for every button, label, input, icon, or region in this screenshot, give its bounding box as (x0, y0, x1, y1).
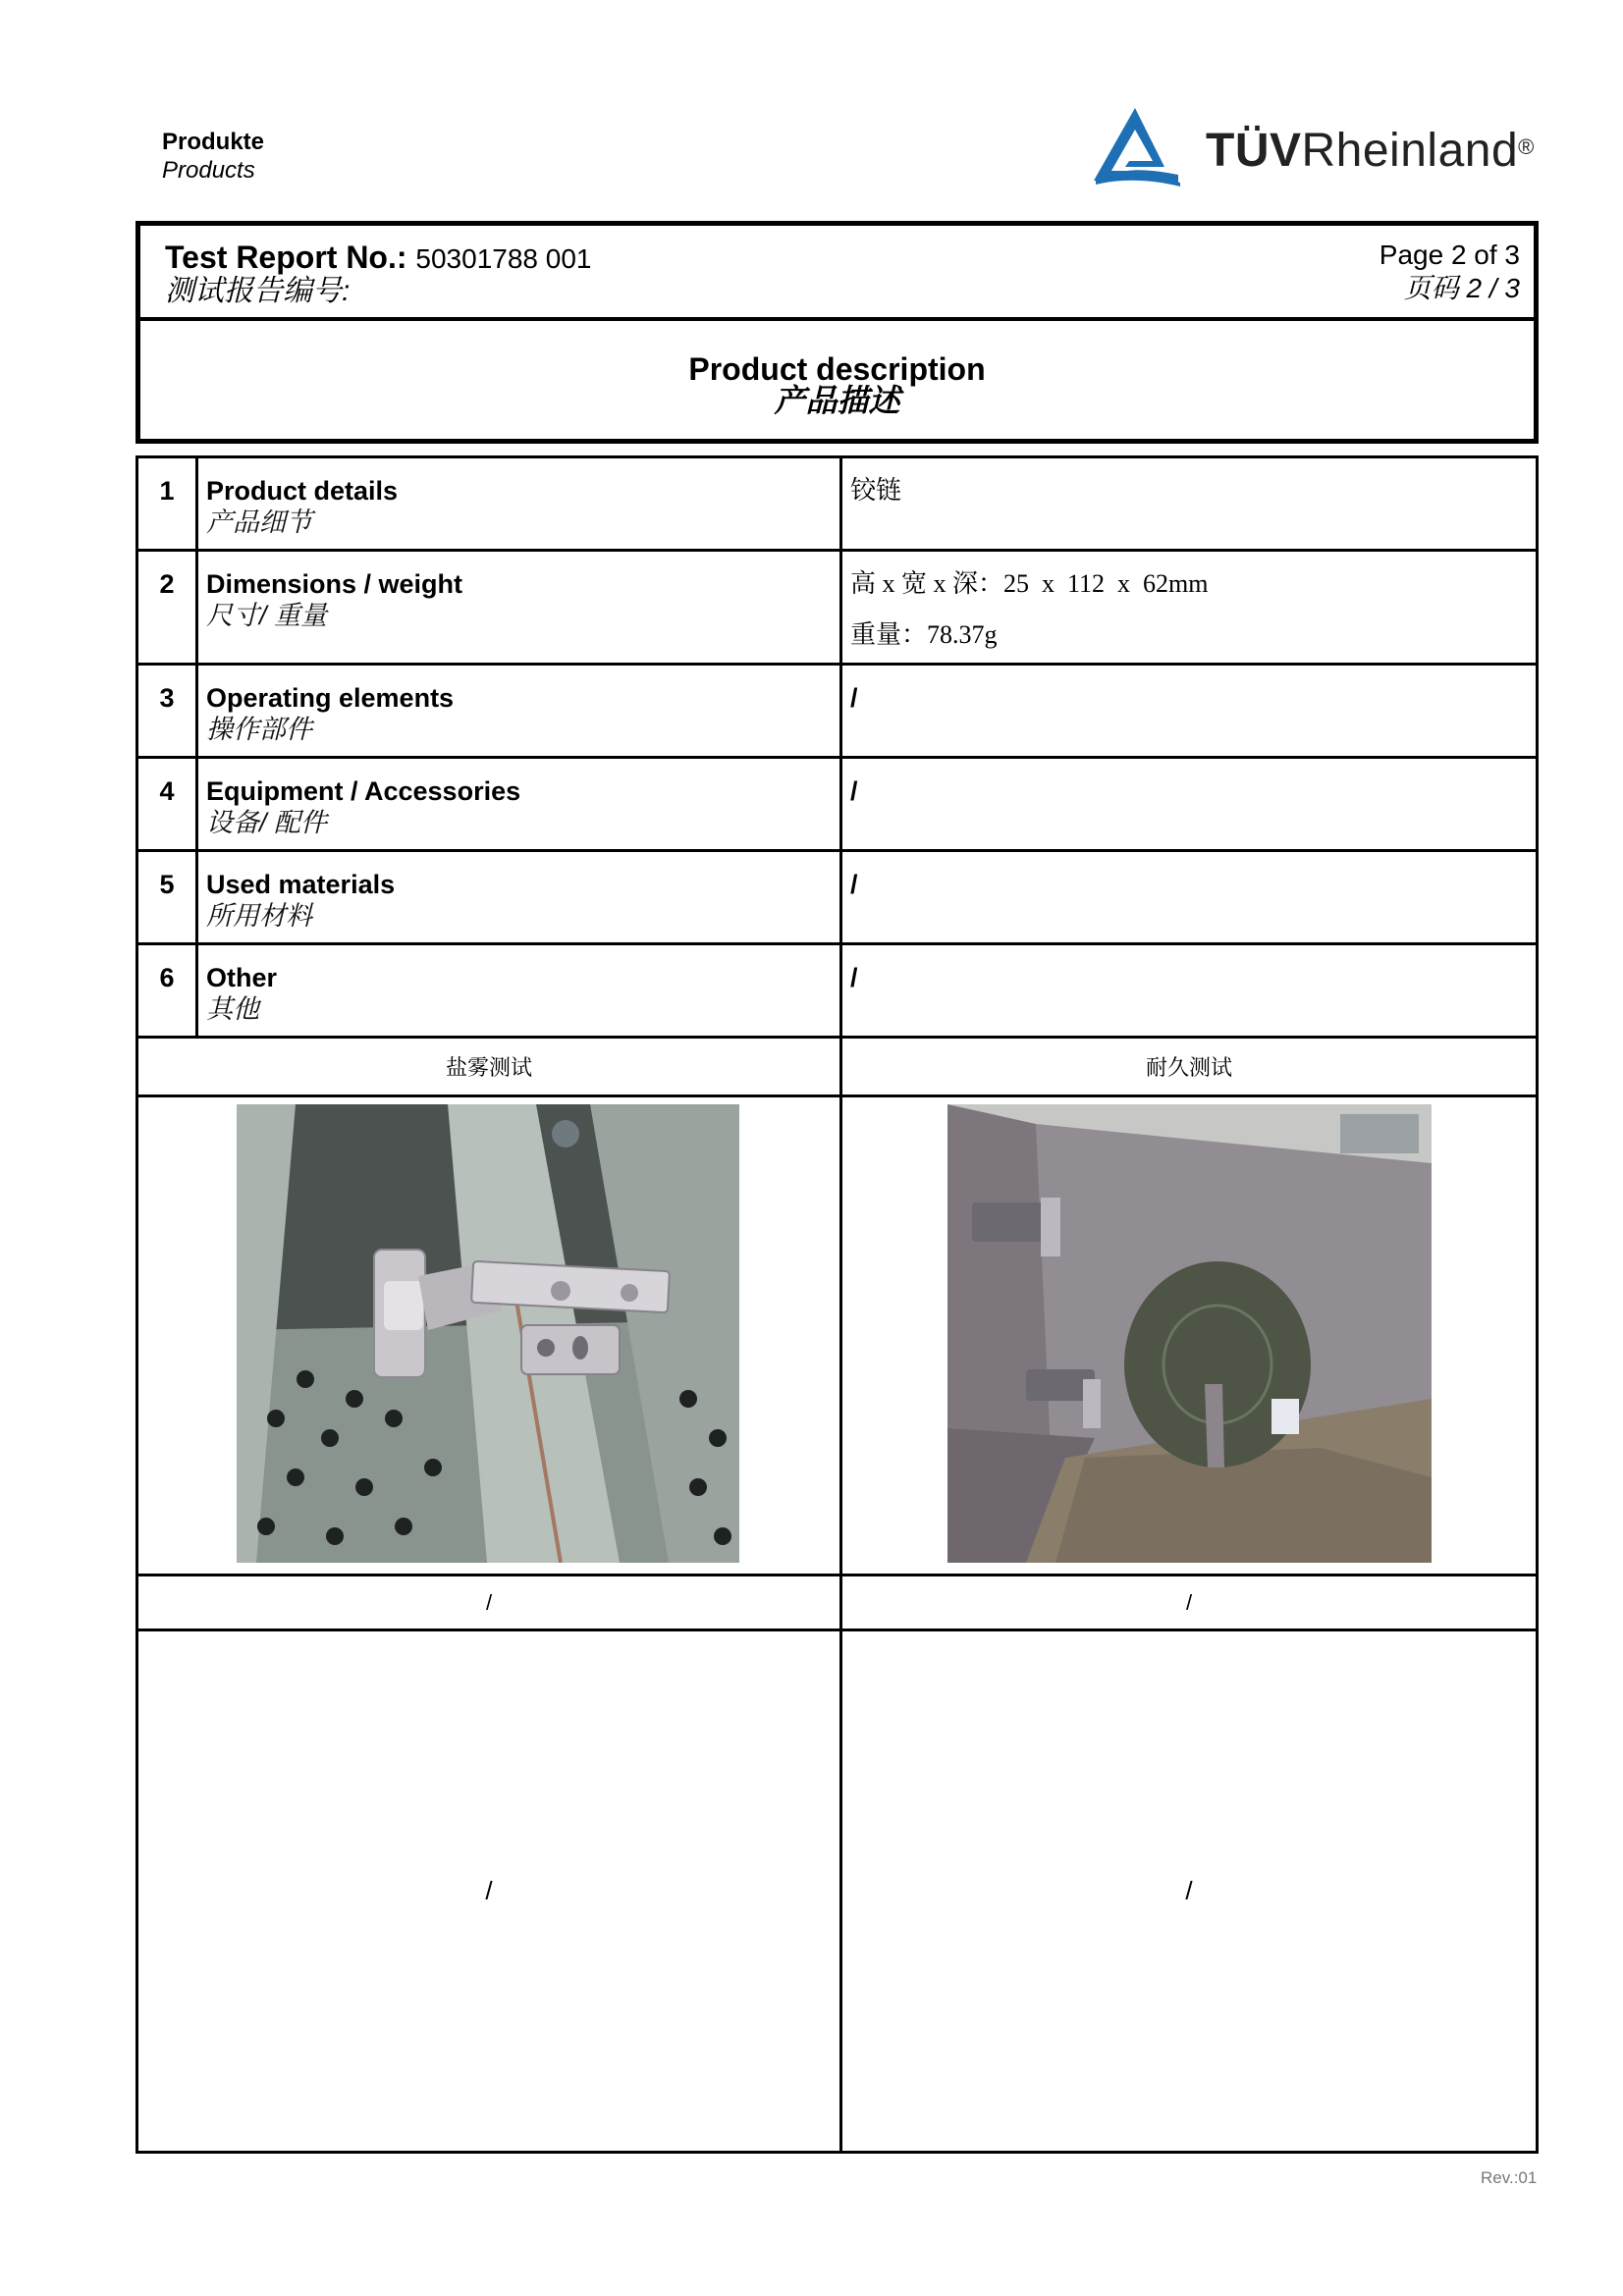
row-number: 4 (137, 758, 197, 851)
row-label: Equipment / Accessories (206, 776, 521, 806)
product-description-table (135, 455, 1539, 2154)
page-indicator-cn: 页码 2 / 3 (1403, 273, 1520, 303)
salt-spray-caption: 盐雾测试 (137, 1038, 841, 1096)
empty-caption-row (137, 1575, 1538, 1630)
photo-row (137, 1096, 1538, 1575)
category-en: Products (162, 157, 255, 184)
row-label: Dimensions / weight (206, 569, 463, 599)
row-label-cn: 其他 (206, 994, 259, 1024)
row-value: / (850, 683, 858, 713)
row-value: / (850, 776, 858, 806)
empty-photo-right: / (841, 1630, 1538, 2153)
empty-caption-left: / (137, 1575, 841, 1630)
empty-photo-left: / (137, 1630, 841, 2153)
table-row (137, 551, 1538, 665)
table-row (137, 944, 1538, 1038)
table-row (137, 665, 1538, 758)
table-row (137, 758, 1538, 851)
empty-photo-row (137, 1630, 1538, 2153)
tuv-triangle-icon (1090, 106, 1184, 188)
test-report-number-cn: 测试报告编号: (165, 275, 351, 307)
report-header-box (135, 221, 1539, 444)
photo-caption-row (137, 1038, 1538, 1096)
row-label-cn: 尺寸/ 重量 (206, 601, 328, 630)
logo-wordmark: TÜVRheinland® (1206, 125, 1535, 177)
page-indicator: Page 2 of 3 (1379, 240, 1520, 270)
row-value (841, 551, 1538, 665)
row-value: 铰链 (841, 457, 1538, 551)
row-value: / (850, 870, 858, 899)
row-value: / (850, 963, 858, 992)
weight-value: 重量：78.37g (850, 620, 998, 649)
row-label-cn: 所用材料 (206, 901, 312, 931)
durability-caption: 耐久测试 (841, 1038, 1538, 1096)
durability-photo (947, 1104, 1432, 1563)
section-title-cn: 产品描述 (774, 383, 900, 418)
dimensions-value: 高 x 宽 x 深：25 x 112 x 62mm (850, 569, 1209, 598)
row-label-cn: 产品细节 (206, 507, 312, 537)
row-label: Used materials (206, 870, 396, 899)
revision-label: Rev.:01 (1481, 2168, 1538, 2187)
table-row (137, 851, 1538, 944)
row-number: 6 (137, 944, 197, 1038)
test-report-number: Test Report No.: 50301788 001 (165, 240, 592, 275)
row-label-cn: 操作部件 (206, 715, 312, 744)
row-number: 5 (137, 851, 197, 944)
row-number: 1 (137, 457, 197, 551)
row-label: Operating elements (206, 683, 455, 713)
empty-caption-right: / (841, 1575, 1538, 1630)
tuv-rheinland-logo (1090, 106, 1542, 188)
salt-spray-photo (237, 1104, 739, 1563)
row-label: Other (206, 963, 278, 992)
row-label-cn: 设备/ 配件 (206, 808, 328, 837)
category-de: Produkte (162, 129, 265, 155)
row-label: Product details (206, 476, 399, 506)
row-number: 3 (137, 665, 197, 758)
row-number: 2 (137, 551, 197, 665)
section-title: Product description (688, 351, 986, 387)
table-row (137, 457, 1538, 551)
